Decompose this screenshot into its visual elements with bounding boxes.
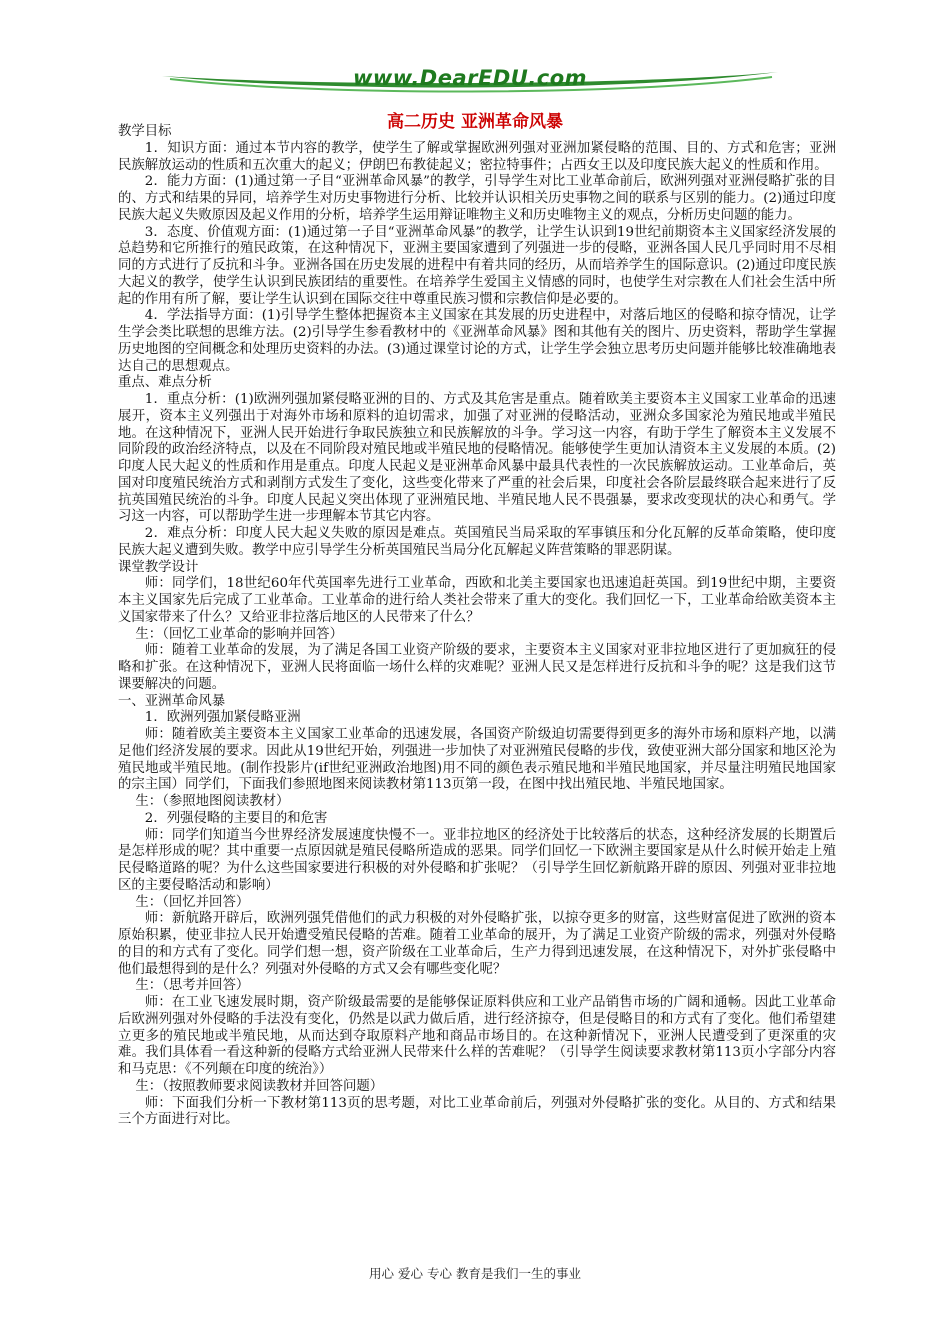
student-response: 生：（按照教师要求阅读教材并回答问题） [135, 1078, 384, 1094]
student-response: 生：（回忆工业革命的影响并回答） [135, 626, 343, 642]
section-heading: 一、亚洲革命风暴 [118, 693, 226, 709]
body-paragraph: 2．能力方面：(1)通过第一子目“亚洲革命风暴”的教学，引导学生对比工业革命前后，欧洲列强对亚洲侵略扩张的目的、方式和结果的异同，培养学生对历史事物进行分析、比较并认识相关历史事物之间的联系与区别的能力。(2)通过印度民族大起义失败原因及起义作用的分析，培养学生运用辩证唯物主义和历史唯物主义的观点，分析历史问题的能力。 [118, 174, 836, 223]
body-paragraph: 师：在工业飞速发展时期，资产阶级最需要的是能够保证原料供应和工业产品销售市场的广阔和通畅。因此工业革命后欧洲列强对外侵略的手法没有变化，仍然是以武力做后盾，进行经济掠夺，但是侵略目的和方式有了变化。他们希望建立更多的殖民地或半殖民地，从而达到夺取原料产地和商品市场目的。在这种新情况下，亚洲人民遭受到了更深重的灾难。我们具体看一看这种新的侵略方式给亚洲人民带来什么样的苦难呢？（引导学生阅读要求教材第113页小字部分内容和马克思：《不列颠在印度的统治》） [118, 995, 836, 1077]
body-paragraph: 4．学法指导方面：(1)引导学生整体把握资本主义国家在其发展的历史进程中，对落后地区的侵略和掠夺情况，让学生学会类比联想的思维方法。(2)引导学生参看教材中的《亚洲革命风暴》图和其他有关的图片、历史资料，帮助学生掌握历史地图的空间概念和处理历史资料的办法。(3)通过课堂讨论的方式，让学生学会独立思考历史问题并能够比较准确地表达自己的思想观点。 [118, 308, 836, 374]
body-paragraph: 1．重点分析：(1)欧洲列强加紧侵略亚洲的目的、方式及其危害是重点。随着欧美主要资本主义国家工业革命的迅速展开，资本主义列强出于对海外市场和原料的迫切需求，加强了对亚洲的侵略活动，亚洲众多国家沦为殖民地或半殖民地。在这种情况下，亚洲人民开始进行争取民族独立和民族解放的斗争。学习这一内容，有助于学生了解资本主义发展不同阶段的政治经济特点，以及在不同阶段对殖民地或半殖民地的侵略情况。能够使学生更加认清资本主义发展的本质。(2)印度人民大起义的性质和作用是重点。印度人民起义是亚洲革命风暴中最具代表性的一次民族解放运动。工业革命后，英国对印度殖民统治方式和剥削方式发生了变化，这些变化带来了严重的社会后果，印度社会各阶层最终联合起来进行了反抗英国殖民统治的斗争。印度人民起义突出体现了亚洲殖民地、半殖民地人民不畏强暴，要求改变现状的决心和勇气。学习这一内容，可以帮助学生进一步理解本节其它内容。 [118, 392, 836, 525]
body-paragraph: 师：随着欧美主要资本主义国家工业革命的迅速发展，各国资产阶级迫切需要得到更多的海外市场和原料产地，以满足他们经济发展的要求。因此从19世纪开始，列强进一步加快了对亚洲殖民侵略的步伐，致使亚洲大部分国家和地区沦为殖民地或半殖民地。(制作投影片(if世纪亚洲政治地图)用不同的颜色表示殖民地和半殖民地国家，并尽量注明殖民地国家的宗主国）同学们，下面我们参照地图来阅读教材第113页第一段，在图中找出殖民地、半殖民地国家。 [118, 727, 836, 793]
section-heading: 课堂教学设计 [118, 559, 199, 575]
document-title: 高二历史 亚洲革命风暴 [387, 112, 563, 132]
body-paragraph: 师：同学们知道当今世界经济发展速度快慢不一。亚非拉地区的经济处于比较落后的状态，这种经济发展的长期置后是怎样形成的呢？其中重要一点原因就是殖民侵略所造成的恶果。同学们回忆一下欧洲主要国家是从什么时候开始走上殖民侵略道路的呢？为什么这些国家要进行积极的对外侵略和扩张呢？（引导学生回忆新航路开辟的原因、列强对亚非拉地区的主要侵略活动和影响） [118, 827, 836, 893]
student-response: 生：（回忆并回答） [135, 894, 250, 910]
body-paragraph: 2．难点分析：印度人民大起义失败的原因是难点。英国殖民当局采取的军事镇压和分化瓦解的反革命策略，使印度民族大起义遭到失败。教学中应引导学生分析英国殖民当局分化瓦解起义阵营策略的罪恶阴谋。 [118, 526, 836, 558]
body-paragraph: 师：随着工业革命的发展，为了满足各国工业资产阶级的要求，主要资本主义国家对亚非拉地区进行了更加疯狂的侵略和扩张。在这种情况下，亚洲人民将面临一场什么样的灾难呢？亚洲人民又是怎样进行反抗和斗争的呢？这是我们这节课要解决的问题。 [118, 643, 836, 692]
body-paragraph: 师：同学们，18世纪60年代英国率先进行工业革命，西欧和北美主要国家也迅速追赶英国。到19世纪中期，主要资本主义国家先后完成了工业革命。工业革命的进行给人类社会带来了重大的变化。我们回忆一下，工业革命给欧美资本主义国家带来了什么？又给亚非拉落后地区的人民带来了什么？ [118, 576, 836, 625]
body-paragraph: 3．态度、价值观方面：(1)通过第一子目“亚洲革命风暴”的教学，让学生认识到19世纪前期资本主义国家经济发展的总趋势和它所推行的殖民政策，在这种情况下，亚洲主要国家遭到了列强进一步的侵略，亚洲各国人民几乎同时用不尽相同的方式进行了反抗和斗争。亚洲各国在历史发展的进程中有着共同的经历，从而培养学生的国际意识。(2)通过印度民族大起义的教学，使学生认识到民族团结的重要性。在培养学生爱国主义情感的同时，也使学生对宗教在人们社会生活中所起的作用有所了解，要让学生认识到在国际交往中尊重民族习惯和宗教信仰是必要的。 [118, 224, 836, 307]
subsection-heading: 2．列强侵略的主要目的和危害 [144, 810, 328, 826]
section-heading: 重点、难点分析 [118, 375, 212, 391]
body-paragraph: 师：新航路开辟后，欧洲列强凭借他们的武力积极的对外侵略扩张，以掠夺更多的财富，这些财富促进了欧洲的资本原始积累，使亚非拉人民开始遭受殖民侵略的苦难。随着工业革命的展开，为了满足工业资产阶级的需求，列强对外侵略的目的和方式有了变化。同学们想一想，资产阶级在工业革命后，生产力得到迅速发展，在这种情况下，对外扩张侵略中他们最想得到的是什么？列强对外侵略的方式又会有哪些变化呢？ [118, 911, 836, 977]
student-response: 生：（参照地图阅读教材） [135, 794, 290, 809]
student-response: 生：（思考并回答） [135, 978, 250, 994]
document-body [118, 124, 836, 1129]
body-paragraph: 1．知识方面：通过本节内容的教学，使学生了解或掌握欧洲列强对亚洲加紧侵略的范围、目的、方式和危害；亚洲民族解放运动的性质和五次重大的起义；伊朗巴布教徒起义；密拉特事件；占西女王以及印度民族大起义的性质和作用。 [118, 140, 836, 173]
site-header-banner [160, 52, 780, 100]
subsection-heading: 1．欧洲列强加紧侵略亚洲 [144, 710, 301, 726]
section-heading: 教学目标 [118, 124, 172, 139]
site-logo-text: www.DearEDU.com [352, 66, 588, 90]
body-paragraph: 师：下面我们分析一下教材第113页的思考题，对比工业革命前后，列强对外侵略扩张的变化。从目的、方式和结果三个方面进行对比。 [118, 1095, 836, 1128]
page-footer: 用心 爱心 专心 教育是我们一生的事业 [369, 1266, 581, 1281]
